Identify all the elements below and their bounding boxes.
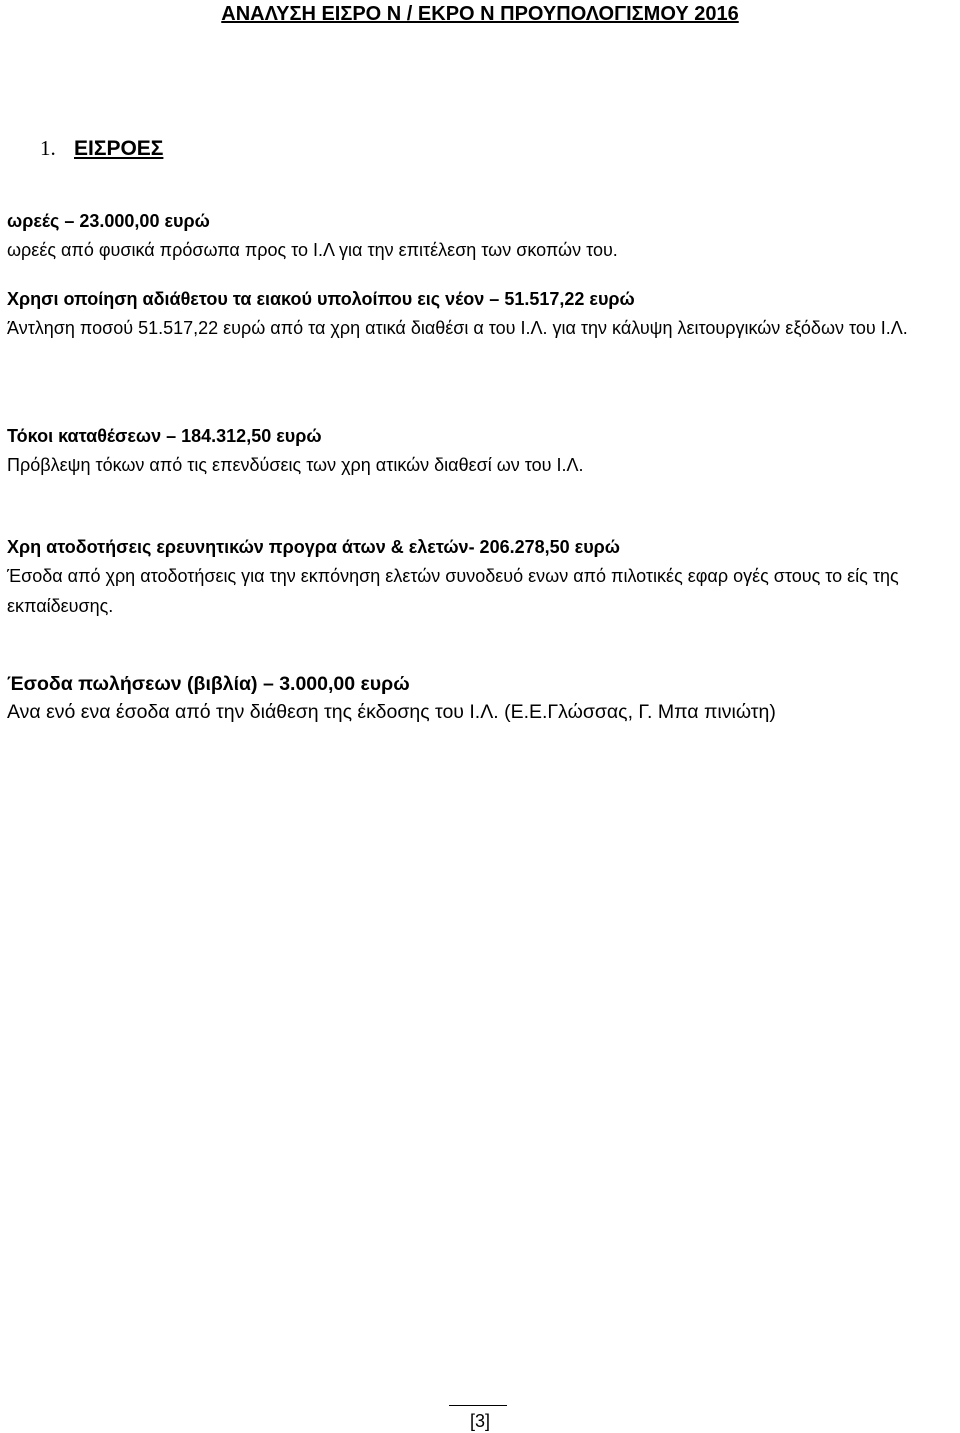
section-number: 1. xyxy=(40,136,56,160)
income-item-deposit-interest xyxy=(7,422,957,480)
section-heading xyxy=(40,135,163,162)
item-description: Πρόβλεψη τόκων από τις επενδύσεις των χρη ατικών διαθεσί ων του Ι.Λ. xyxy=(7,455,584,475)
item-title: Τόκοι καταθέσεων – 184.312,50 ευρώ xyxy=(7,426,322,446)
income-item-donations xyxy=(7,207,957,265)
page-title: ΑΝΑΛΥΣΗ ΕΙΣΡΟ Ν / ΕΚΡΟ Ν ΠΡΟΥΠΟΛΟΓΙΣΜΟΥ 2016 xyxy=(221,3,739,25)
item-description: ωρεές από φυσικά πρόσωπα προς το Ι.Λ για την επιτέλεση των σκοπών του. xyxy=(7,240,618,260)
income-item-book-sales xyxy=(7,670,957,726)
income-item-research-funding xyxy=(7,533,957,621)
item-description: Ανα ενό ενα έσοδα από την διάθεση της έκδοσης του Ι.Λ. (Ε.Ε.Γλώσσας, Γ. Μπα πινιώτη) xyxy=(7,701,776,723)
footer-rule xyxy=(449,1405,507,1406)
item-description: Άντληση ποσού 51.517,22 ευρώ από τα χρη ατικά διαθέσι α του Ι.Λ. για την κάλυψη λειτουργικών εξόδων του Ι.Λ. xyxy=(7,318,908,338)
page-number: [3] xyxy=(469,1411,490,1431)
income-item-previous-balance xyxy=(7,285,957,343)
item-title: ωρεές – 23.000,00 ευρώ xyxy=(7,211,210,231)
item-title: Έσοδα πωλήσεων (βιβλία) – 3.000,00 ευρώ xyxy=(7,673,410,695)
item-description: Έσοδα από χρη ατοδοτήσεις για την εκπόνηση ελετών συνοδευό ενων από πιλοτικές εφαρ ογές στους το είς της εκπαίδευσης. xyxy=(7,566,899,616)
item-title: Χρη ατοδοτήσεις ερευνητικών προγρα άτων & ελετών- 206.278,50 ευρώ xyxy=(7,537,621,557)
item-title: Χρησι οποίηση αδιάθετου τα ειακού υπολοίπου εις νέον – 51.517,22 ευρώ xyxy=(7,289,635,309)
section-label: ΕΙΣΡΟΕΣ xyxy=(74,137,164,160)
